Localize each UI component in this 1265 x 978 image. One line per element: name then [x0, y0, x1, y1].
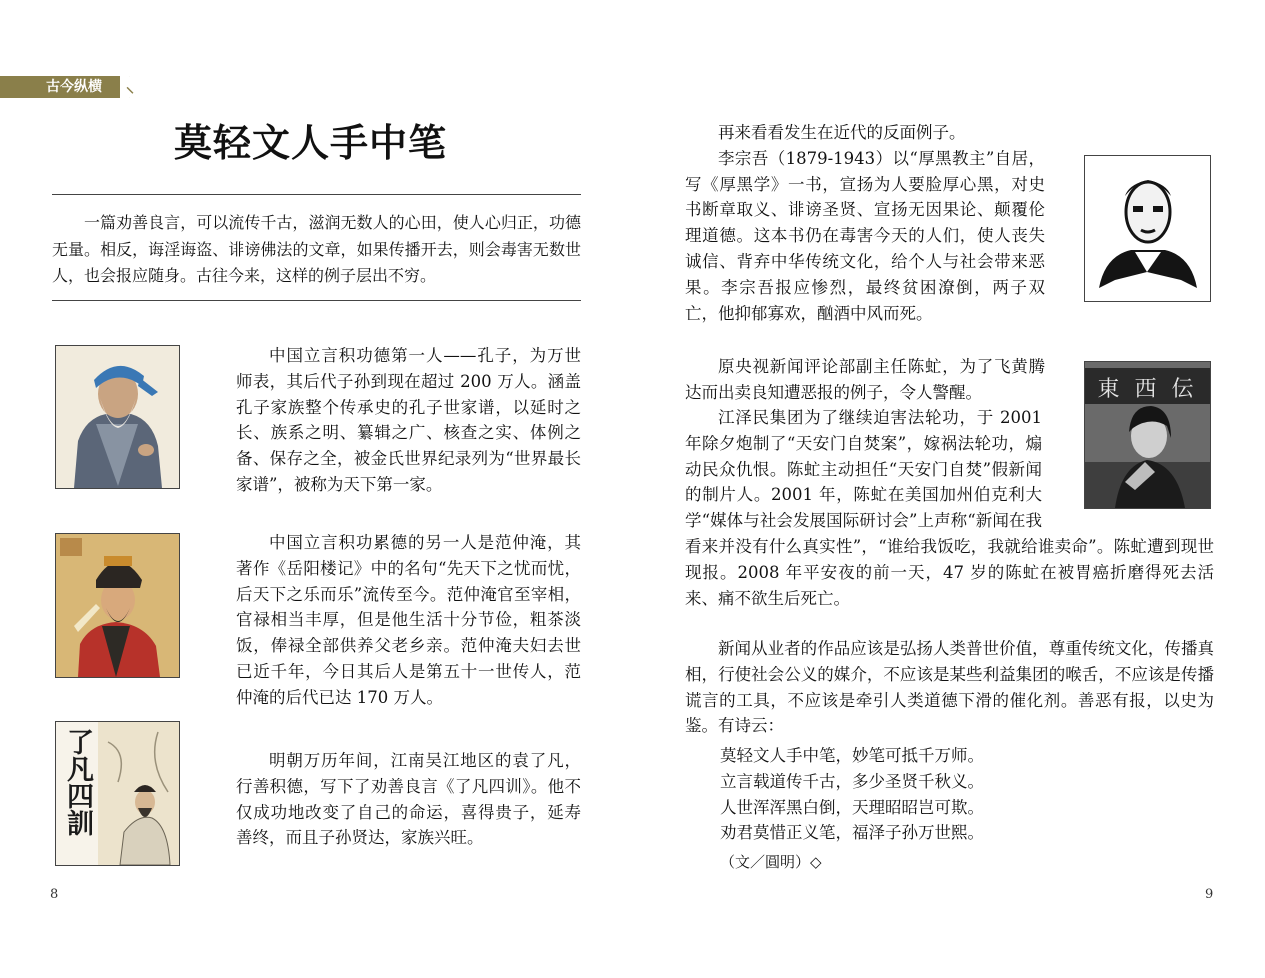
fan-zhongyan-text: 中国立言积功累德的另一人是范仲淹，其著作《岳阳楼记》中的名句“先天下之忧而忧，后天下之乐而乐”流传至今。范仲淹官至宰相，官禄相当丰厚，但是他生活十分节俭，粗茶淡饭，俸禄全部供养父老乡亲。范仲淹夫妇去世已近千年，今日其后人是第五十一世传人，范仲淹的后代已达 170 万人。 [236, 533, 581, 707]
divider-top [52, 194, 581, 195]
journalism-text: 新闻从业者的作品应该是弘扬人类普世价值，尊重传统文化，传播真相，行使社会公义的媒介，不应该是某些利益集团的喉舌，不应该是传播谎言的工具，不应该是牵引人类道德下滑的催化剂。善恶有报，以史为鉴。有诗云： [685, 639, 1214, 736]
swirl-ornament-icon: ⸜ [120, 76, 140, 98]
liaofan-text: 明朝万历年间，江南吴江地区的袁了凡，行善积德，写下了劝善良言《了凡四训》。他不仅成功地改变了自己的命运，喜得贵子，延寿善终，而且子孙贤达，家族兴旺。 [236, 751, 581, 848]
poem-line-2: 立言载道传千古，多少圣贤千秋义。 [720, 771, 984, 791]
chen-hong-intro-text: 原央视新闻评论部副主任陈虻，为了飞黄腾达而出卖良知遭恶报的例子，令人警醒。 [685, 357, 1045, 402]
poem-line-1: 莫轻文人手中笔，妙笔可抵千万师。 [720, 746, 984, 765]
divider-bottom [52, 300, 581, 301]
chen-hong-paragraph-top [685, 354, 1045, 406]
poem-line-3: 人世浑浑黑白倒，天理昭昭岂可欺。 [720, 797, 984, 817]
journalism-paragraph [685, 636, 1214, 739]
confucius-portrait [55, 345, 180, 489]
liaofan-book-image [55, 721, 180, 866]
confucius-text: 中国立言积功德第一人——孔子，为万世师表，其后代子孙到现在超过 200 万人。涵盖孔子家族整个传承史的孔子世家谱，以延时之长、族系之明、纂辑之广、核查之实、体例之备、保存之全，被金氏世界纪录列为“世界最长家谱”，被称为天下第一家。 [236, 346, 581, 494]
section-tag [0, 76, 134, 98]
poem-line-4: 劝君莫惜正义笔，福泽子孙万世熙。 [720, 823, 984, 843]
page-number-left: 8 [50, 887, 59, 902]
fan-zhongyan-portrait [55, 533, 180, 678]
author-credit: （文／圓明）◇ [720, 853, 822, 871]
section-tag-label: 古今纵横 [46, 79, 102, 95]
book-spine [56, 722, 99, 865]
article-title: 莫轻文人手中笔 [174, 121, 448, 165]
chen-hong-paragraph [685, 405, 1214, 611]
liaofan-paragraph [236, 748, 581, 851]
photo-banner-text: 東 西 伝 [1097, 377, 1198, 402]
page-number-right: 9 [1205, 887, 1214, 902]
intro-paragraph [52, 210, 581, 290]
right-intro-paragraph [685, 120, 1045, 326]
book-cover-title: 了凡四訓 [62, 728, 93, 836]
li-zongwu-portrait [1084, 155, 1211, 302]
fan-zhongyan-paragraph [236, 530, 581, 711]
li-zongwu-text: 李宗吾（1879-1943）以“厚黑教主”自居，写《厚黑学》一书，宣扬为人要脸厚心黑，对史书断章取义、诽谤圣贤、宣扬无因果论、颠覆伦理道德。这本书仍在毒害今天的人们，使人丧失诚信、背弃中华传统文化，给个人与社会带来恶果。李宗吾报应惨烈，最终贫困潦倒，两子双亡，他抑郁寡欢，酗酒中风而死。 [685, 148, 1045, 323]
poem [720, 743, 1120, 846]
confucius-paragraph [236, 343, 581, 498]
chen-hong-text: 江泽民集团为了继续迫害法轮功，于 2001 年除夕炮制了“天安门自焚案”，嫁祸法轮功，煽动民众仇恨。陈虻主动担任“天安门自焚”假新闻的制片人。2001 年，陈虻在美国加州伯克利大学“媒体与社会发展国际研讨会”上声称“新闻在我看来并没有什么真实性”，“谁给我饭吃，我就给谁卖命”。陈虻遭到现世现报。2008 年平安夜的前一天，47 岁的陈虻在被胃癌折磨得死去活来、痛不欲生后死亡。 [685, 408, 1214, 608]
intro-text: 一篇劝善良言，可以流传千古，滋润无数人的心田，使人心归正，功德无量。相反，诲淫诲盗、诽谤佛法的文章，如果传播开去，则会毒害无数世人，也会报应随身。古往今来，这样的例子层出不穷。 [52, 213, 581, 285]
photo-wrap-spacer [1042, 405, 1214, 533]
right-intro-text: 再来看看发生在近代的反面例子。 [718, 123, 966, 142]
